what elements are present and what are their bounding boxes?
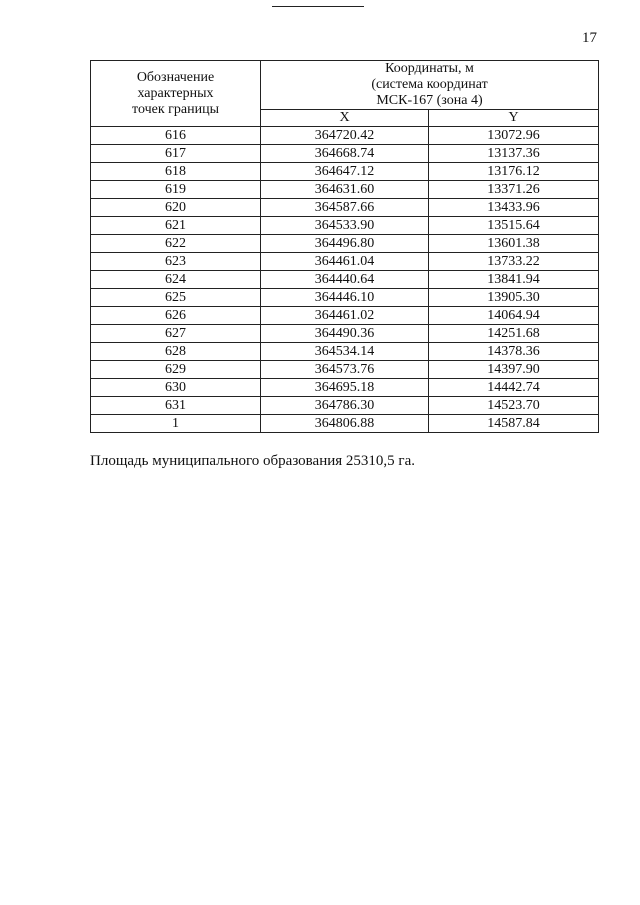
point-cell: 628 xyxy=(91,343,261,361)
y-cell: 13515.64 xyxy=(429,217,599,235)
point-cell: 617 xyxy=(91,145,261,163)
x-cell: 364461.04 xyxy=(261,253,429,271)
table-row xyxy=(91,199,599,217)
table-row xyxy=(91,415,599,433)
municipal-area-text: Площадь муниципального образования 25310,5 га. xyxy=(90,453,415,469)
x-cell: 364534.14 xyxy=(261,343,429,361)
y-cell: 14442.74 xyxy=(429,379,599,397)
top-rule xyxy=(272,6,364,7)
y-cell: 13601.38 xyxy=(429,235,599,253)
coordinates-header-line: (система координат xyxy=(371,77,488,92)
y-cell: 14251.68 xyxy=(429,325,599,343)
point-cell: 625 xyxy=(91,289,261,307)
point-cell: 1 xyxy=(91,415,261,433)
table-row xyxy=(91,379,599,397)
point-designation-header xyxy=(91,61,261,127)
table-row xyxy=(91,325,599,343)
x-cell: 364446.10 xyxy=(261,289,429,307)
point-cell: 623 xyxy=(91,253,261,271)
point-cell: 629 xyxy=(91,361,261,379)
point-cell: 627 xyxy=(91,325,261,343)
x-cell: 364533.90 xyxy=(261,217,429,235)
y-cell: 13433.96 xyxy=(429,199,599,217)
table-row xyxy=(91,181,599,199)
x-cell: 364587.66 xyxy=(261,199,429,217)
point-header-line: точек границы xyxy=(132,101,219,117)
x-cell: 364695.18 xyxy=(261,379,429,397)
x-cell: 364668.74 xyxy=(261,145,429,163)
y-cell: 13072.96 xyxy=(429,127,599,145)
table-row xyxy=(91,343,599,361)
x-cell: 364647.12 xyxy=(261,163,429,181)
table-row xyxy=(91,235,599,253)
point-cell: 631 xyxy=(91,397,261,415)
point-cell: 626 xyxy=(91,307,261,325)
x-cell: 364806.88 xyxy=(261,415,429,433)
coordinates-table-body xyxy=(91,127,599,433)
table-row xyxy=(91,289,599,307)
coordinates-header xyxy=(261,61,599,110)
y-cell: 13841.94 xyxy=(429,271,599,289)
point-cell: 618 xyxy=(91,163,261,181)
y-cell: 14397.90 xyxy=(429,361,599,379)
y-cell: 14064.94 xyxy=(429,307,599,325)
point-header-line: характерных xyxy=(137,85,214,101)
y-column-header: Y xyxy=(429,110,599,127)
coordinates-header-line: Координаты, м xyxy=(385,61,474,76)
x-cell: 364631.60 xyxy=(261,181,429,199)
x-cell: 364786.30 xyxy=(261,397,429,415)
table-row xyxy=(91,271,599,289)
y-cell: 14587.84 xyxy=(429,415,599,433)
point-cell: 621 xyxy=(91,217,261,235)
y-cell: 13371.26 xyxy=(429,181,599,199)
point-cell: 622 xyxy=(91,235,261,253)
x-column-header: X xyxy=(261,110,429,127)
x-cell: 364720.42 xyxy=(261,127,429,145)
point-cell: 630 xyxy=(91,379,261,397)
y-cell: 13733.22 xyxy=(429,253,599,271)
table-row xyxy=(91,163,599,181)
point-header-line: Обозначение xyxy=(136,69,215,85)
table-row xyxy=(91,253,599,271)
y-cell: 13905.30 xyxy=(429,289,599,307)
point-cell: 620 xyxy=(91,199,261,217)
y-cell: 14378.36 xyxy=(429,343,599,361)
table-row xyxy=(91,127,599,145)
table-row xyxy=(91,397,599,415)
y-cell: 13137.36 xyxy=(429,145,599,163)
page-number: 17 xyxy=(582,30,597,46)
y-cell: 13176.12 xyxy=(429,163,599,181)
x-cell: 364496.80 xyxy=(261,235,429,253)
coordinates-header-line: МСК-167 (зона 4) xyxy=(376,93,483,108)
table-row xyxy=(91,145,599,163)
x-cell: 364573.76 xyxy=(261,361,429,379)
point-cell: 624 xyxy=(91,271,261,289)
x-cell: 364440.64 xyxy=(261,271,429,289)
coordinates-table xyxy=(90,60,599,433)
y-cell: 14523.70 xyxy=(429,397,599,415)
x-cell: 364461.02 xyxy=(261,307,429,325)
table-row xyxy=(91,217,599,235)
table-row xyxy=(91,307,599,325)
x-cell: 364490.36 xyxy=(261,325,429,343)
table-row xyxy=(91,361,599,379)
point-cell: 616 xyxy=(91,127,261,145)
point-cell: 619 xyxy=(91,181,261,199)
